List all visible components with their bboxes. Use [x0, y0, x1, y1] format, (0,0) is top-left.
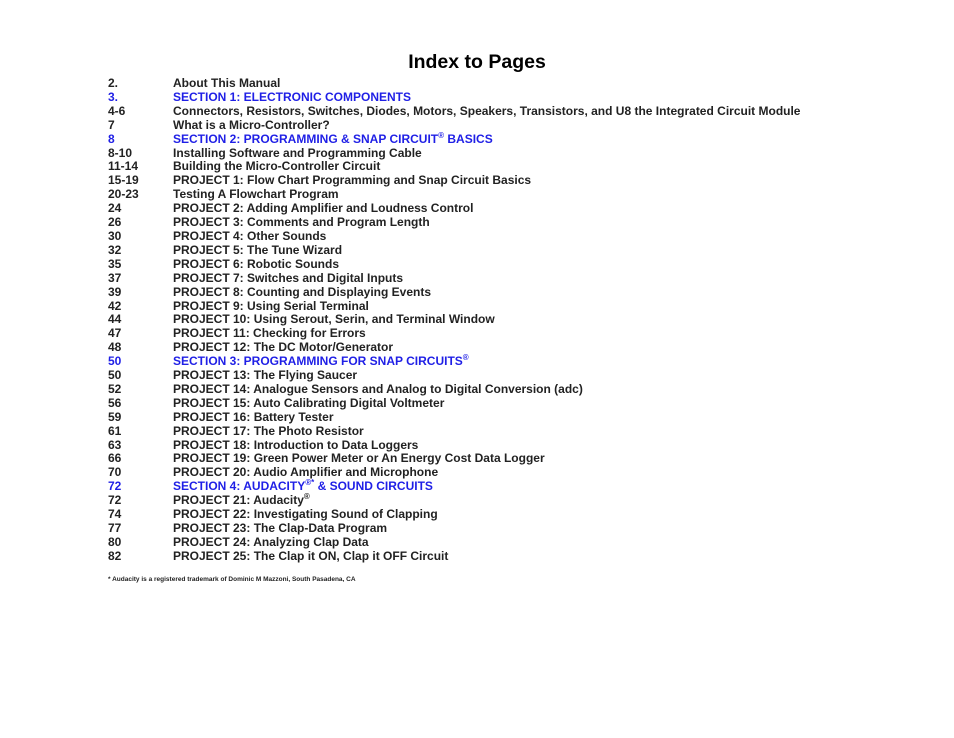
toc-entry-text: Building the Micro-Controller Circuit	[173, 159, 381, 174]
toc-row	[108, 244, 938, 258]
toc-row	[108, 313, 938, 327]
toc-row	[108, 77, 938, 91]
toc-entry-text: PROJECT 15: Auto Calibrating Digital Voltmeter	[173, 395, 445, 410]
toc-page-number: 3.	[108, 89, 119, 104]
toc-entry-title	[173, 244, 342, 258]
toc-row	[108, 216, 938, 230]
toc-page-number: 39	[108, 284, 122, 299]
toc-row	[108, 300, 938, 314]
toc-page-number: 74	[108, 507, 122, 522]
toc-entry-title	[173, 258, 339, 272]
index-table	[108, 77, 938, 564]
toc-entry-title	[173, 174, 531, 188]
toc-row	[108, 508, 938, 522]
toc-page-number: 72	[108, 479, 122, 494]
toc-entry-title	[173, 522, 387, 536]
toc-page-number: 7	[108, 117, 115, 132]
toc-entry-text: PROJECT 24: Analyzing Clap Data	[173, 534, 369, 549]
toc-entry-text: PROJECT 4: Other Sounds	[173, 228, 327, 243]
toc-row	[108, 258, 938, 272]
toc-page-number: 63	[108, 437, 122, 452]
toc-entry-title	[173, 327, 366, 341]
toc-entry-text: PROJECT 2: Adding Amplifier and Loudness Control	[173, 201, 474, 216]
toc-entry-text-suffix: & SOUND CIRCUITS	[314, 479, 433, 494]
toc-entry-title	[173, 91, 411, 105]
toc-entry-text: SECTION 4: AUDACITY	[173, 479, 306, 494]
toc-row	[108, 272, 938, 286]
toc-entry-text: Connectors, Resistors, Switches, Diodes, Motors, Speakers, Transistors, and U8 the Integrated Circuit Module	[173, 103, 801, 118]
toc-row	[108, 327, 938, 341]
toc-page-number: 8-10	[108, 145, 133, 160]
toc-row	[108, 160, 938, 174]
toc-entry-text: PROJECT 1: Flow Chart Programming and Snap Circuit Basics	[173, 173, 532, 188]
toc-page-number: 8	[108, 131, 115, 146]
toc-row	[108, 536, 938, 550]
toc-row	[108, 494, 938, 508]
toc-section-row	[108, 130, 938, 147]
toc-entry-title	[173, 105, 800, 119]
toc-entry-title	[173, 508, 438, 522]
toc-section-row	[108, 355, 938, 369]
toc-row	[108, 369, 938, 383]
toc-entry-title	[173, 383, 583, 397]
toc-row	[108, 105, 938, 119]
toc-entry-text: PROJECT 6: Robotic Sounds	[173, 256, 340, 271]
toc-entry-title	[173, 286, 431, 300]
toc-entry-title	[173, 397, 444, 411]
toc-row	[108, 439, 938, 453]
toc-page-number: 77	[108, 521, 122, 535]
toc-row	[108, 230, 938, 244]
toc-entry-text: PROJECT 10: Using Serout, Serin, and Terminal Window	[173, 312, 495, 327]
toc-entry-text: PROJECT 20: Audio Amplifier and Microphone	[173, 465, 439, 480]
toc-entry-title	[173, 300, 369, 314]
toc-entry-title	[173, 188, 339, 202]
toc-entry-title	[173, 130, 493, 147]
toc-page-number: 37	[108, 270, 122, 285]
toc-entry-text: About This Manual	[173, 76, 281, 90]
toc-page-number: 72	[108, 493, 122, 508]
toc-entry-text: PROJECT 9: Using Serial Terminal	[173, 298, 369, 313]
toc-entry-text: PROJECT 18: Introduction to Data Loggers	[173, 437, 419, 452]
toc-entry-text-suffix: BASICS	[444, 131, 493, 146]
toc-page-number: 30	[108, 228, 122, 243]
toc-entry-title	[173, 230, 326, 244]
toc-page-number: 35	[108, 256, 122, 271]
toc-entry-text: SECTION 3: PROGRAMMING FOR SNAP CIRCUITS	[173, 354, 463, 369]
toc-page-number: 15-19	[108, 173, 139, 188]
toc-page-number: 59	[108, 409, 122, 424]
toc-section-row	[108, 91, 938, 105]
toc-page-number: 47	[108, 326, 122, 341]
toc-entry-text: PROJECT 23: The Clap-Data Program	[173, 521, 388, 535]
page-title: Index to Pages	[408, 51, 546, 73]
toc-page-number: 82	[108, 548, 122, 563]
toc-row	[108, 286, 938, 300]
toc-entry-title	[173, 147, 422, 161]
toc-row	[108, 119, 938, 133]
trademark-footnote: * Audacity is a registered trademark of Dominic M Mazzoni, South Pasadena, CA	[108, 576, 356, 583]
toc-entry-title	[173, 452, 545, 466]
toc-entry-text: PROJECT 21: Audacity	[173, 493, 304, 508]
toc-row	[108, 452, 938, 466]
toc-page-number: 48	[108, 340, 122, 355]
toc-page-number: 61	[108, 423, 122, 438]
toc-entry-text: PROJECT 7: Switches and Digital Inputs	[173, 270, 404, 285]
toc-entry-title	[173, 202, 473, 216]
toc-row	[108, 188, 938, 202]
toc-row	[108, 147, 938, 161]
toc-page-number: 50	[108, 368, 122, 383]
toc-entry-title	[173, 272, 403, 286]
toc-entry-text: SECTION 1: ELECTRONIC COMPONENTS	[173, 89, 412, 104]
toc-page-number: 42	[108, 298, 122, 313]
toc-entry-title	[173, 439, 418, 453]
toc-row	[108, 383, 938, 397]
toc-entry-title	[173, 216, 430, 230]
toc-page-number: 2.	[108, 76, 119, 90]
toc-entry-title	[173, 369, 357, 383]
registered-mark: ®*	[305, 478, 315, 488]
toc-entry-text: PROJECT 25: The Clap it ON, Clap it OFF Circuit	[173, 548, 449, 563]
registered-mark: ®	[303, 492, 310, 502]
toc-page-number: 52	[108, 381, 122, 396]
toc-page-number: 24	[108, 201, 122, 216]
toc-row	[108, 174, 938, 188]
toc-row	[108, 397, 938, 411]
toc-entry-text: Testing A Flowchart Program	[173, 187, 339, 202]
toc-entry-text: PROJECT 14: Analogue Sensors and Analog to Digital Conversion (adc)	[173, 381, 583, 396]
toc-entry-title	[173, 313, 495, 327]
toc-entry-text: PROJECT 11: Checking for Errors	[173, 326, 366, 341]
toc-entry-text: PROJECT 3: Comments and Program Length	[173, 215, 430, 230]
toc-entry-text: PROJECT 19: Green Power Meter or An Energy Cost Data Logger	[173, 451, 545, 466]
toc-page-number: 11-14	[108, 159, 139, 174]
toc-row	[108, 411, 938, 425]
toc-entry-title	[173, 494, 310, 508]
toc-entry-text: What is a Micro-Controller?	[173, 117, 330, 132]
toc-entry-title	[173, 536, 369, 550]
toc-entry-text: SECTION 2: PROGRAMMING & SNAP CIRCUIT	[173, 131, 439, 146]
toc-entry-text: PROJECT 13: The Flying Saucer	[173, 368, 358, 383]
toc-entry-title	[173, 355, 469, 369]
registered-mark: ®	[438, 130, 445, 140]
toc-page-number: 44	[108, 312, 122, 327]
toc-entry-text: PROJECT 22: Investigating Sound of Clapping	[173, 507, 438, 522]
toc-entry-title	[173, 77, 280, 91]
toc-page-number: 20-23	[108, 187, 139, 202]
registered-mark: ®	[462, 353, 469, 363]
toc-entry-title	[173, 411, 334, 425]
toc-page-number: 32	[108, 242, 122, 257]
toc-entry-text: PROJECT 8: Counting and Displaying Events	[173, 284, 432, 299]
toc-entry-title	[173, 119, 330, 133]
toc-row	[108, 202, 938, 216]
toc-entry-title	[173, 425, 364, 439]
toc-entry-title	[173, 550, 448, 564]
toc-page-number: 70	[108, 465, 122, 480]
toc-entry-title	[173, 160, 380, 174]
toc-entry-text: Installing Software and Programming Cable	[173, 145, 422, 160]
toc-row	[108, 425, 938, 439]
toc-entry-text: PROJECT 17: The Photo Resistor	[173, 423, 364, 438]
toc-page-number: 80	[108, 534, 122, 549]
toc-entry-text: PROJECT 16: Battery Tester	[173, 409, 334, 424]
toc-page-number: 4-6	[108, 103, 126, 118]
toc-page-number: 26	[108, 215, 122, 230]
toc-row	[108, 550, 938, 564]
toc-page-number: 56	[108, 395, 122, 410]
toc-entry-text: PROJECT 5: The Tune Wizard	[173, 242, 343, 257]
toc-page-number: 66	[108, 451, 122, 466]
toc-page-number: 50	[108, 354, 122, 369]
toc-entry-text: PROJECT 12: The DC Motor/Generator	[173, 340, 394, 355]
toc-row	[108, 522, 938, 536]
